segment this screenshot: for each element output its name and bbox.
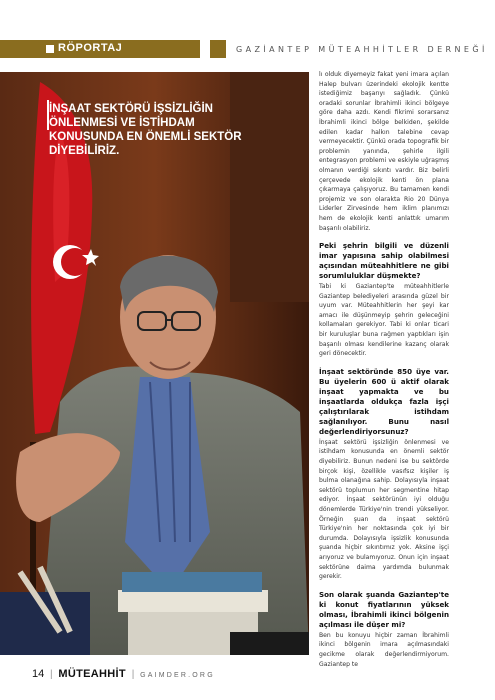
website-link[interactable]: GAIMDER.ORG [140,672,215,679]
article-paragraph: lı olduk diyemeyiz fakat yeni imara açılan Halep bulvarı üzerindeki ekolojik kentte istediğimiz başarıyı sağladık. Çünkü oradaki sorunlar İbrahimli ikinci bölgeye göre daha azdı. Kendi fikrimi sorarsanız İbrahimli ikinci bölge belkiden, şekilde edilen kadar halkın talebine cevap vermeyecektir. Çünkü orada topografik bir problemin yanında, şehirle ilgili entegrasyon problemi ve eskiyle uğraşmış olmanın verdiği sıkıntı vardır. Biz belirli çerçevede ekolojik kenti ön plana çıkarmaya çalışıyoruz. Bu tamamen kendi projemiz ve son olarakta Rio 20 Dünya Liderler Zirvesinde hem iklim planımızı hem de ekolojik kenti anlattık umarım başarılı olabiliriz. [319,71,449,232]
footer-separator: | [131,669,135,680]
interview-photo [0,72,309,655]
article-paragraph: Ben bu konuyu hiçbir zaman İbrahimli ikinci bölgenin imara açılmasındaki gecikme olarak değerlendirmiyorum. Gaziantep te [319,631,449,668]
section-label: RÖPORTAJ [58,42,123,54]
pull-quote: İNŞAAT SEKTÖRÜ İŞSİZLİĞİN ÖNLENMESİ VE İSTİHDAM KONUSUNDA EN ÖNEMLİ SEKTÖR DİYEBİLİRİZ. [49,103,242,157]
section-square-icon [46,45,54,53]
article-paragraph: Tabi ki Gaziantep'te müteahhitlerle Gaziantep belediyeleri arasında güzel bir uyum var. Müteahhitlerin her şeyi kar amacı ile düşünmeyip şehrin geleceğini kollamaları gerekiyor. Tabi ki onlar ticari bir kuruluşlar buna rağmen yaptıkları işin başarılı olması kendilerine kazanç olarak geri dönecektir. [319,283,449,358]
page-footer [32,668,215,680]
interview-question: Son olarak şuanda Gaziantep'te ki konut fiyatlarının yüksek olması, İbrahimli ikinci bölgenin açılması ile düşer mi? [319,589,449,629]
header-accent-block [210,40,226,58]
association-name: GAZİANTEP MÜTEAHHİTLER DERNEĞİ [236,45,488,54]
magazine-name: MÜTEAHHİT [58,668,126,680]
page-number: 14 [32,668,45,680]
article-paragraph: İnşaat sektörü işsizliğin önlenmesi ve istihdam konusunda en önemli sektör diyebiliriz. Bunun nedeni ise bu sektörde birçok kişi, özellikle vasıfsız kişiler iş bulma olanağına sahip. Dolayısıyla inşaat sektörü toplumun her segmentine hitap ediyor. İnşaat sektörünün iyi olduğu dönemlerde Türkiye'nin trendi yükseliyor. Örneğin şuan da inşaat sektörü Türkiye'nin her noktasında çok iyi bir durumda. Dolayısıyla işsizlik konusunda şuanda hiçbir sıkıntımız yok. Aksine işçi arıyoruz ve bulamıyoruz. Onun için inşaat sektörüne daima yardımda bulunmak gerekir. [319,438,449,581]
article-column [319,70,449,675]
interview-question: İnşaat sektöründe 850 üye var. Bu üyelerin 600 ü aktif olarak inşaat yapmakta ve bu inşaatlarda oldukça fazla işçi çalıştırılarak istihdam sağlanılıyor. Bunu nasıl değerlendiriyorsunuz? [319,366,449,436]
interview-question: Peki şehrin bilgili ve düzenli imar yapısına sahip olabilmesi açısından müteahhitlere ne gibi sorumluluklar düşmekte? [319,241,449,281]
photo-illustration [0,72,309,655]
section-header-bar [0,40,200,58]
footer-separator: | [50,669,53,680]
